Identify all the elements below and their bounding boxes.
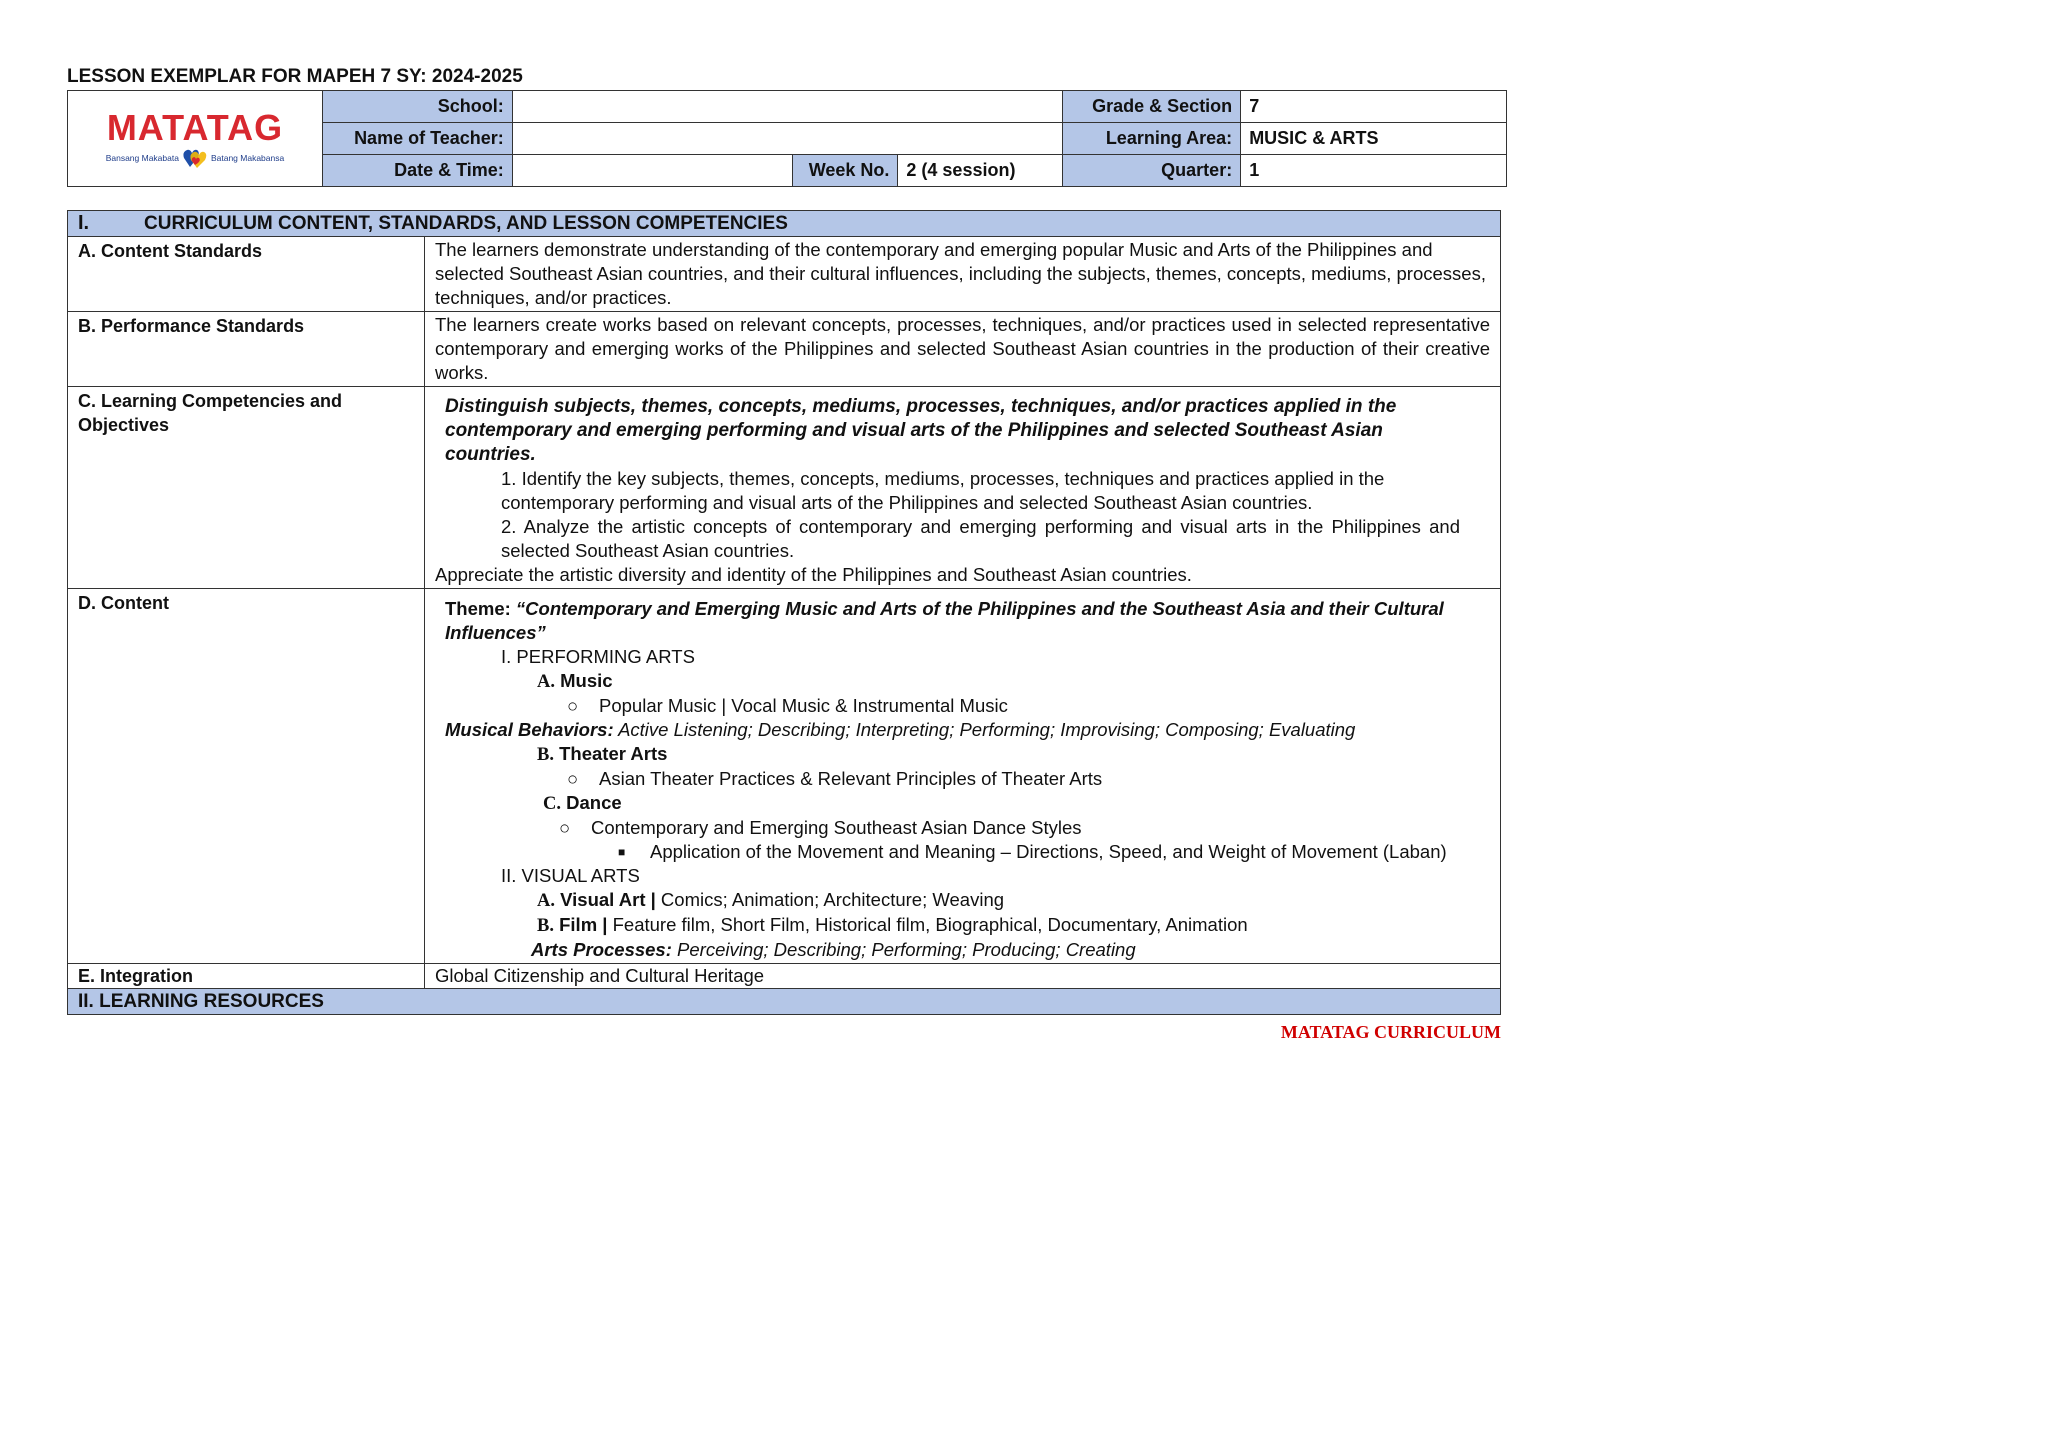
objective-1: 1. Identify the key subjects, themes, concepts, mediums, processes, techniques and practices applied in the contemporary performing and visual arts of the Philippines and selected Southeast Asian countries. <box>501 468 1385 513</box>
integration-label: E. Integration <box>68 964 425 989</box>
dance-heading <box>435 791 1490 816</box>
film-text: Feature film, Short Film, Historical film, Biographical, Documentary, Animation <box>607 914 1248 935</box>
circle-bullet-icon: ○ <box>567 768 579 789</box>
datetime-label: Date & Time: <box>322 155 512 187</box>
visual-letter: A. <box>537 891 555 911</box>
theme-text: “Contemporary and Emerging Music and Arts of the Philippines and the Southeast Asia and their Cultural Influences” <box>445 598 1444 643</box>
dance-title: Dance <box>566 792 622 813</box>
logo-tagline-right: Batang Makabansa <box>210 152 285 163</box>
dance-letter: C. <box>543 794 561 814</box>
music-heading <box>435 669 1490 694</box>
film-letter: B. <box>537 916 554 936</box>
performance-standards-label: B. Performance Standards <box>68 312 425 387</box>
theater-heading <box>435 742 1490 767</box>
music-title: Music <box>560 670 613 691</box>
processes-label: Arts Processes: <box>531 939 672 960</box>
logo-taglines <box>68 147 322 169</box>
behaviors-label: Musical Behaviors: <box>445 719 614 740</box>
section-2-header: II. LEARNING RESOURCES <box>68 989 1501 1015</box>
learning-area-label: Learning Area: <box>1063 123 1241 155</box>
teacher-label: Name of Teacher: <box>322 123 512 155</box>
theater-title: Theater Arts <box>559 743 668 764</box>
document-title: LESSON EXEMPLAR FOR MAPEH 7 SY: 2024-2025 <box>67 66 523 87</box>
quarter-label: Quarter: <box>1063 155 1241 187</box>
learning-area-field[interactable]: MUSIC & ARTS <box>1241 123 1507 155</box>
film-title: Film | <box>559 914 608 935</box>
competency-main: Distinguish subjects, themes, concepts, mediums, processes, techniques, and/or practices applied in the contemporary and emerging performing and visual arts of the Philippines and selected Southeast Asian countries. <box>445 396 1397 465</box>
behaviors-text: Active Listening; Describing; Interpreting; Performing; Improvising; Composing; Evaluating <box>613 719 1356 740</box>
performing-arts-heading: I. PERFORMING ARTS <box>501 646 695 667</box>
logo-tagline-left: Bansang Makabata <box>105 152 179 163</box>
circle-bullet-icon: ○ <box>559 817 571 838</box>
section-1-title: CURRICULUM CONTENT, STANDARDS, AND LESSON COMPETENCIES <box>144 213 788 234</box>
objective-2: 2. Analyze the artistic concepts of contemporary and emerging performing and visual arts in the Philippines and selected Southeast Asian countries. <box>501 516 1460 561</box>
section-1-header <box>68 211 1501 237</box>
grade-section-field[interactable]: 7 <box>1241 91 1507 123</box>
content-standards-label: A. Content Standards <box>68 237 425 312</box>
processes-text: Perceiving; Describing; Performing; Producing; Creating <box>671 939 1136 960</box>
visual-text: Comics; Animation; Architecture; Weaving <box>655 889 1005 910</box>
header-table <box>67 90 1507 187</box>
grade-section-label: Grade & Section <box>1063 91 1241 123</box>
school-field[interactable] <box>512 91 1063 123</box>
theater-letter: B. <box>537 745 554 765</box>
section-1-number: I. <box>78 212 90 234</box>
visual-art-line <box>435 888 1490 913</box>
quarter-field[interactable]: 1 <box>1241 155 1507 187</box>
square-bullet-icon: ■ <box>618 845 626 859</box>
music-letter: A. <box>537 672 555 692</box>
competencies-label: C. Learning Competencies and Objectives <box>68 387 425 589</box>
theme-line <box>435 597 1490 645</box>
curriculum-table <box>67 210 1501 1015</box>
integration-text: Global Citizenship and Cultural Heritage <box>425 964 1501 989</box>
performance-standards-text: The learners create works based on relevant concepts, processes, techniques, and/or practices used in selected representative contemporary and emerging works of the Philippines and selected Southeast Asian countries in the production of their creative works. <box>425 312 1501 387</box>
arts-processes <box>435 938 1490 962</box>
theater-item <box>435 767 1490 791</box>
logo-wordmark: MATATAG <box>106 106 284 148</box>
content-standards-text: The learners demonstrate understanding of the contemporary and emerging popular Music and Arts of the Philippines and selected Southeast Asian countries, and their cultural influences, including the subjects, themes, concepts, mediums, processes, techniques, and/or practices. <box>425 237 1501 312</box>
music-item-text: Popular Music | Vocal Music & Instrumental Music <box>599 695 1008 716</box>
theme-label: Theme: <box>445 598 511 619</box>
musical-behaviors <box>435 718 1490 742</box>
film-line <box>435 913 1490 938</box>
content-label: D. Content <box>68 589 425 964</box>
dance-subitem <box>435 840 1490 864</box>
datetime-field[interactable] <box>512 155 793 187</box>
logo <box>68 91 323 187</box>
dance-subitem-text: Application of the Movement and Meaning – Directions, Speed, and Weight of Movement (Laban) <box>650 841 1447 862</box>
footer-curriculum-label: MATATAG CURRICULUM <box>1280 1022 1501 1042</box>
theater-item-text: Asian Theater Practices & Relevant Principles of Theater Arts <box>599 768 1103 789</box>
competencies-cell <box>425 387 1501 589</box>
visual-arts-heading: II. VISUAL ARTS <box>501 865 640 886</box>
music-item <box>435 694 1490 718</box>
visual-title: Visual Art | <box>560 889 656 910</box>
dance-item <box>435 816 1490 840</box>
teacher-field[interactable] <box>512 123 1063 155</box>
circle-bullet-icon: ○ <box>567 695 579 716</box>
school-label: School: <box>322 91 512 123</box>
dance-item-text: Contemporary and Emerging Southeast Asian Dance Styles <box>591 817 1082 838</box>
content-cell <box>425 589 1501 964</box>
week-label: Week No. <box>793 155 898 187</box>
week-field[interactable]: 2 (4 session) <box>898 155 1063 187</box>
hearts-icon <box>183 147 207 169</box>
objective-3: Appreciate the artistic diversity and identity of the Philippines and Southeast Asian countries. <box>435 564 1192 585</box>
